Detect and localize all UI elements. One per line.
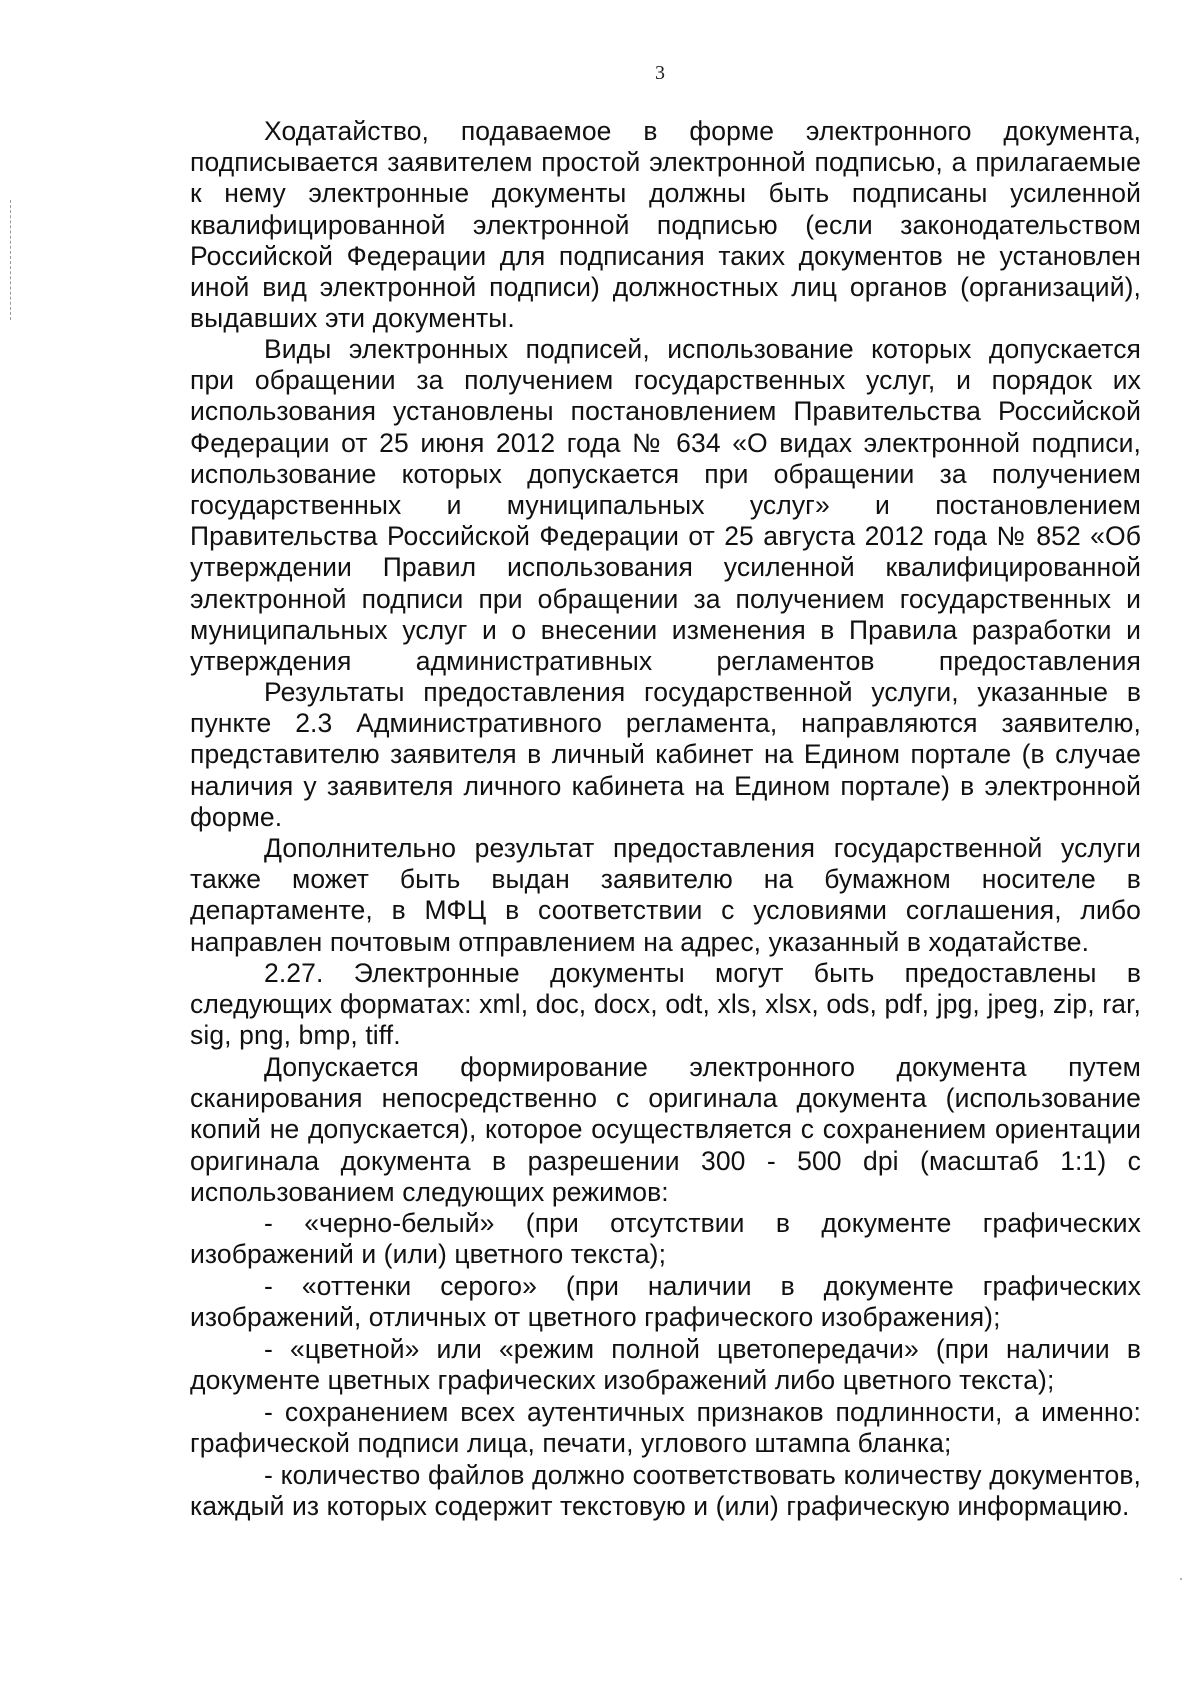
page-number: 3 bbox=[655, 62, 665, 84]
list-item-black-white: - «черно-белый» (при отсутствии в документе графических изображений и (или) цветного текста); bbox=[190, 1208, 1141, 1270]
list-item-authenticity: - сохранением всех аутентичных признаков подлинности, а именно: графической подписи лица, печати, углового штампа бланка; bbox=[190, 1397, 1141, 1459]
paragraph-file-formats: 2.27. Электронные документы могут быть предоставлены в следующих форматах: xml, doc, docx, odt, xls, xlsx, ods, pdf, jpg, jpeg, zip, rar, sig, png, bmp, tiff. bbox=[190, 958, 1141, 1051]
paragraph-service-results: Результаты предоставления государственной услуги, указанные в пункте 2.3 Административного регламента, направляются заявителю, представителю заявителя в личный кабинет на Едином портале (в случае наличия у заявителя личного кабинета на Едином портале) в электронной форме. bbox=[190, 677, 1141, 832]
scan-speck bbox=[1180, 1578, 1182, 1580]
paragraph-petition-signature: Ходатайство, подаваемое в форме электронного документа, подписывается заявителем простой электронной подписью, а прилагаемые к нему электронные документы должны быть подписаны усиленной квалифицированной электронной подписью (если законодательством Российской Федерации для подписания таких документов не установлен иной вид электронной подписи) должностных лиц органов (организаций), выдавших эти документы. bbox=[190, 116, 1141, 334]
body-text bbox=[190, 116, 1141, 1554]
list-item-color: - «цветной» или «режим полной цветопередачи» (при наличии в документе цветных графических изображений либо цветного текста); bbox=[190, 1334, 1141, 1396]
paragraph-signature-types: Виды электронных подписей, использование которых допускается при обращении за получением государственных услуг, и порядок их использования установлены постановлением Правительства Российской Федерации от 25 июня 2012 года № 634 «О видах электронной подписи, использование которых допускается при обращении за получением государственных и муниципальных услуг» и постановлением Правительства Российской Федерации от 25 августа 2012 года № 852 «Об утверждении Правил использования усиленной квалифицированной электронной подписи при обращении за получением государственных и муниципальных услуг и о внесении изменения в Правила разработки и утверждения административных регламентов предоставления bbox=[190, 334, 1141, 677]
scan-margin-mark bbox=[10, 200, 11, 320]
paragraph-paper-result: Дополнительно результат предоставления государственной услуги также может быть выдан заявителю на бумажном носителе в департаменте, в МФЦ в соответствии с условиями соглашения, либо направлен почтовым отправлением на адрес, указанный в ходатайстве. bbox=[190, 833, 1141, 957]
paragraph-scanning: Допускается формирование электронного документа путем сканирования непосредственно с оригинала документа (использование копий не допускается), которое осуществляется с сохранением ориентации оригинала документа в разрешении 300 - 500 dpi (масштаб 1:1) с использованием следующих режимов: bbox=[190, 1052, 1141, 1207]
list-item-file-count: - количество файлов должно соответствовать количеству документов, каждый из которых содержит текстовую и (или) графическую информацию. bbox=[190, 1460, 1141, 1522]
list-item-grayscale: - «оттенки серого» (при наличии в документе графических изображений, отличных от цветного графического изображения); bbox=[190, 1271, 1141, 1333]
